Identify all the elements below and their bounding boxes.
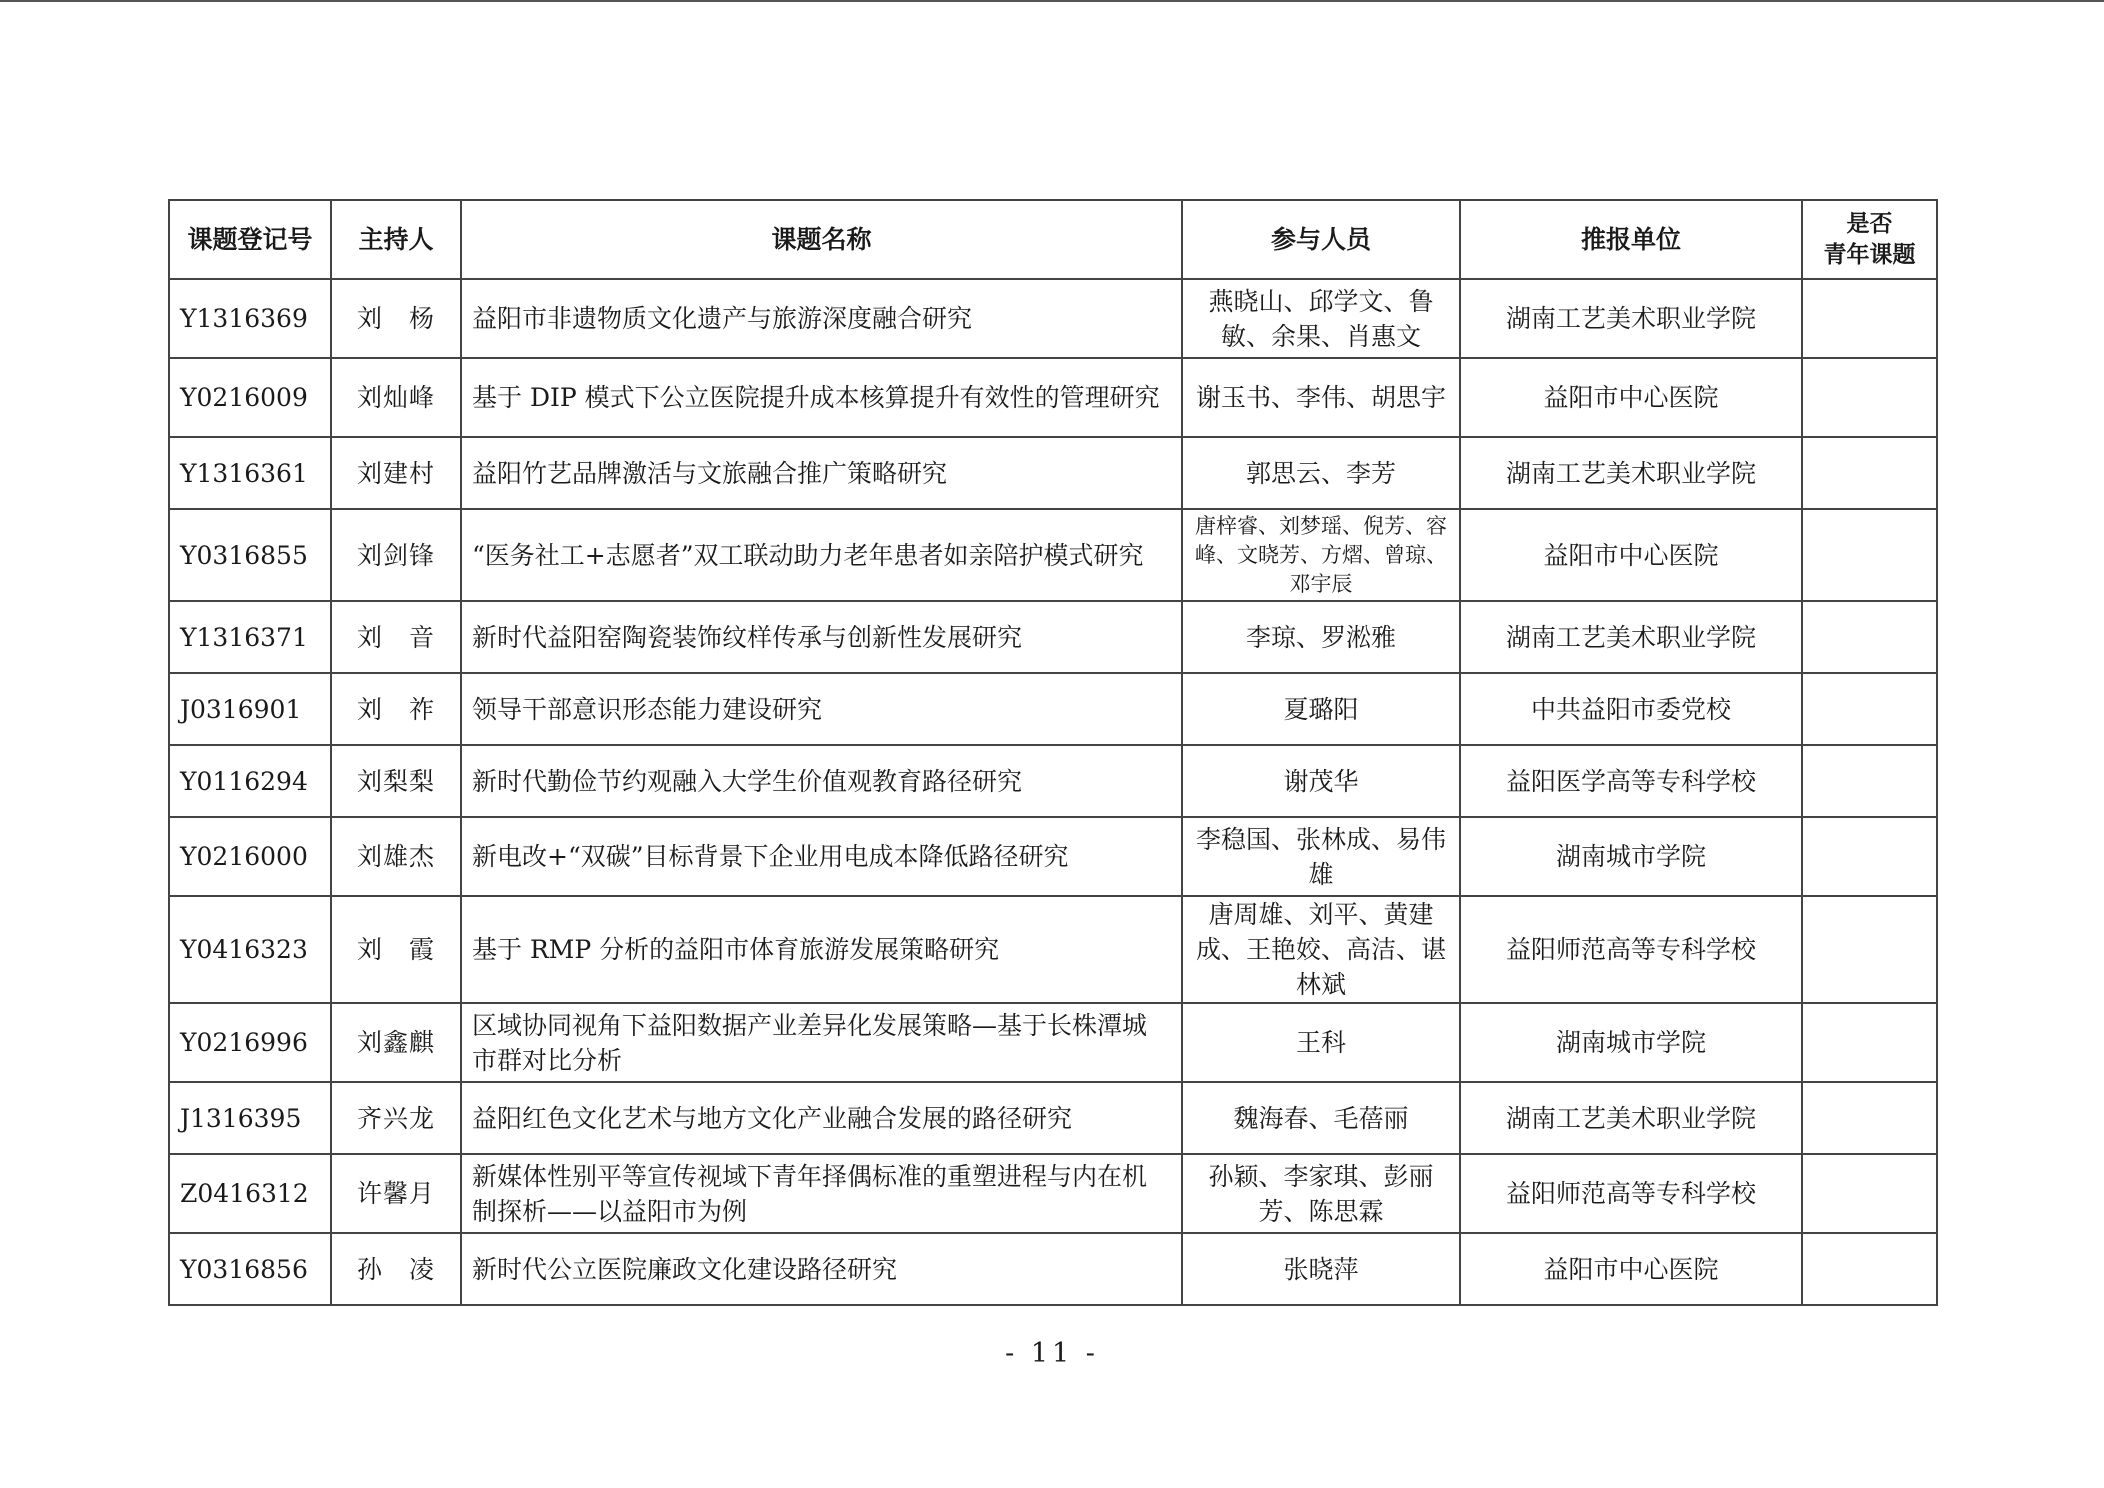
table-row bbox=[169, 1003, 1937, 1082]
host-name: 刘 杨 bbox=[331, 279, 461, 358]
registration-id: Y1316371 bbox=[169, 601, 331, 673]
recommending-unit: 益阳市中心医院 bbox=[1460, 358, 1802, 437]
youth-project-flag bbox=[1802, 1154, 1937, 1233]
registration-id: Y0216996 bbox=[169, 1003, 331, 1082]
project-title: 基于 DIP 模式下公立医院提升成本核算提升有效性的管理研究 bbox=[461, 358, 1182, 437]
project-title: 新时代勤俭节约观融入大学生价值观教育路径研究 bbox=[461, 745, 1182, 817]
project-title: 新媒体性别平等宣传视域下青年择偶标准的重塑进程与内在机制探析——以益阳市为例 bbox=[461, 1154, 1182, 1233]
registration-id: Y0216000 bbox=[169, 817, 331, 896]
registration-id: Z0416312 bbox=[169, 1154, 331, 1233]
project-title: 新时代公立医院廉政文化建设路径研究 bbox=[461, 1233, 1182, 1305]
recommending-unit: 中共益阳市委党校 bbox=[1460, 673, 1802, 745]
project-registry-table bbox=[168, 199, 1938, 1306]
table-row bbox=[169, 817, 1937, 896]
table-row bbox=[169, 896, 1937, 1003]
participants: 李稳国、张林成、易伟雄 bbox=[1182, 817, 1460, 896]
table-row bbox=[169, 601, 1937, 673]
table-row bbox=[169, 1233, 1937, 1305]
participants: 唐梓睿、刘梦瑶、倪芳、容峰、文晓芳、方熠、曾琼、邓宇辰 bbox=[1182, 509, 1460, 601]
project-title: 区域协同视角下益阳数据产业差异化发展策略—基于长株潭城市群对比分析 bbox=[461, 1003, 1182, 1082]
youth-project-flag bbox=[1802, 509, 1937, 601]
table-row bbox=[169, 358, 1937, 437]
recommending-unit: 益阳市中心医院 bbox=[1460, 1233, 1802, 1305]
project-title: 新电改+“双碳”目标背景下企业用电成本降低路径研究 bbox=[461, 817, 1182, 896]
youth-project-flag bbox=[1802, 358, 1937, 437]
recommending-unit: 益阳医学高等专科学校 bbox=[1460, 745, 1802, 817]
host-name: 刘剑锋 bbox=[331, 509, 461, 601]
youth-project-flag bbox=[1802, 1082, 1937, 1154]
header-youth-line2: 青年课题 bbox=[1823, 241, 1916, 268]
table-header bbox=[169, 200, 1937, 279]
registration-id: Y1316361 bbox=[169, 437, 331, 509]
youth-project-flag bbox=[1802, 437, 1937, 509]
project-title: 益阳红色文化艺术与地方文化产业融合发展的路径研究 bbox=[461, 1082, 1182, 1154]
youth-project-flag bbox=[1802, 817, 1937, 896]
youth-project-flag bbox=[1802, 279, 1937, 358]
host-name: 刘 音 bbox=[331, 601, 461, 673]
top-border-line bbox=[0, 0, 2104, 2]
host-name: 刘 霞 bbox=[331, 896, 461, 1003]
recommending-unit: 湖南工艺美术职业学院 bbox=[1460, 279, 1802, 358]
host-name: 刘 祚 bbox=[331, 673, 461, 745]
host-name: 齐兴龙 bbox=[331, 1082, 461, 1154]
youth-project-flag bbox=[1802, 896, 1937, 1003]
host-name: 孙 凌 bbox=[331, 1233, 461, 1305]
header-project-title: 课题名称 bbox=[461, 200, 1182, 279]
header-youth-project bbox=[1802, 200, 1937, 279]
table-row bbox=[169, 1154, 1937, 1233]
host-name: 许馨月 bbox=[331, 1154, 461, 1233]
participants: 李琼、罗淞雅 bbox=[1182, 601, 1460, 673]
host-name: 刘建村 bbox=[331, 437, 461, 509]
registration-id: Y0316856 bbox=[169, 1233, 331, 1305]
youth-project-flag bbox=[1802, 673, 1937, 745]
recommending-unit: 湖南城市学院 bbox=[1460, 817, 1802, 896]
participants: 郭思云、李芳 bbox=[1182, 437, 1460, 509]
header-registration-id: 课题登记号 bbox=[169, 200, 331, 279]
registration-id: Y0416323 bbox=[169, 896, 331, 1003]
recommending-unit: 湖南工艺美术职业学院 bbox=[1460, 601, 1802, 673]
host-name: 刘鑫麒 bbox=[331, 1003, 461, 1082]
recommending-unit: 益阳师范高等专科学校 bbox=[1460, 896, 1802, 1003]
page-number: - 11 - bbox=[1005, 1338, 1099, 1369]
table-row bbox=[169, 673, 1937, 745]
project-title: 益阳竹艺品牌激活与文旅融合推广策略研究 bbox=[461, 437, 1182, 509]
project-title: 基于 RMP 分析的益阳市体育旅游发展策略研究 bbox=[461, 896, 1182, 1003]
header-row bbox=[169, 200, 1937, 279]
participants: 王科 bbox=[1182, 1003, 1460, 1082]
table-row bbox=[169, 745, 1937, 817]
project-title: “医务社工+志愿者”双工联动助力老年患者如亲陪护模式研究 bbox=[461, 509, 1182, 601]
registration-id: Y1316369 bbox=[169, 279, 331, 358]
participants: 孙颖、李家琪、彭丽芳、陈思霖 bbox=[1182, 1154, 1460, 1233]
youth-project-flag bbox=[1802, 1003, 1937, 1082]
host-name: 刘灿峰 bbox=[331, 358, 461, 437]
project-title: 新时代益阳窑陶瓷装饰纹样传承与创新性发展研究 bbox=[461, 601, 1182, 673]
project-title: 益阳市非遗物质文化遗产与旅游深度融合研究 bbox=[461, 279, 1182, 358]
participants: 夏璐阳 bbox=[1182, 673, 1460, 745]
table-row bbox=[169, 509, 1937, 601]
youth-project-flag bbox=[1802, 601, 1937, 673]
participants: 谢茂华 bbox=[1182, 745, 1460, 817]
youth-project-flag bbox=[1802, 745, 1937, 817]
youth-project-flag bbox=[1802, 1233, 1937, 1305]
header-youth-line1: 是否 bbox=[1846, 210, 1893, 237]
recommending-unit: 湖南城市学院 bbox=[1460, 1003, 1802, 1082]
table-row bbox=[169, 1082, 1937, 1154]
recommending-unit: 益阳师范高等专科学校 bbox=[1460, 1154, 1802, 1233]
project-title: 领导干部意识形态能力建设研究 bbox=[461, 673, 1182, 745]
registration-id: Y0116294 bbox=[169, 745, 331, 817]
recommending-unit: 湖南工艺美术职业学院 bbox=[1460, 1082, 1802, 1154]
registration-id: Y0216009 bbox=[169, 358, 331, 437]
header-host: 主持人 bbox=[331, 200, 461, 279]
recommending-unit: 益阳市中心医院 bbox=[1460, 509, 1802, 601]
registration-id: J0316901 bbox=[169, 673, 331, 745]
participants: 燕晓山、邱学文、鲁敏、余果、肖惠文 bbox=[1182, 279, 1460, 358]
participants: 魏海春、毛蓓丽 bbox=[1182, 1082, 1460, 1154]
registration-id: Y0316855 bbox=[169, 509, 331, 601]
participants: 唐周雄、刘平、黄建成、王艳姣、高洁、谌林斌 bbox=[1182, 896, 1460, 1003]
recommending-unit: 湖南工艺美术职业学院 bbox=[1460, 437, 1802, 509]
host-name: 刘雄杰 bbox=[331, 817, 461, 896]
registration-id: J1316395 bbox=[169, 1082, 331, 1154]
header-participants: 参与人员 bbox=[1182, 200, 1460, 279]
header-recommending-unit: 推报单位 bbox=[1460, 200, 1802, 279]
host-name: 刘梨梨 bbox=[331, 745, 461, 817]
table-row bbox=[169, 437, 1937, 509]
participants: 张晓萍 bbox=[1182, 1233, 1460, 1305]
table-row bbox=[169, 279, 1937, 358]
participants: 谢玉书、李伟、胡思宇 bbox=[1182, 358, 1460, 437]
table-body bbox=[169, 279, 1937, 1305]
